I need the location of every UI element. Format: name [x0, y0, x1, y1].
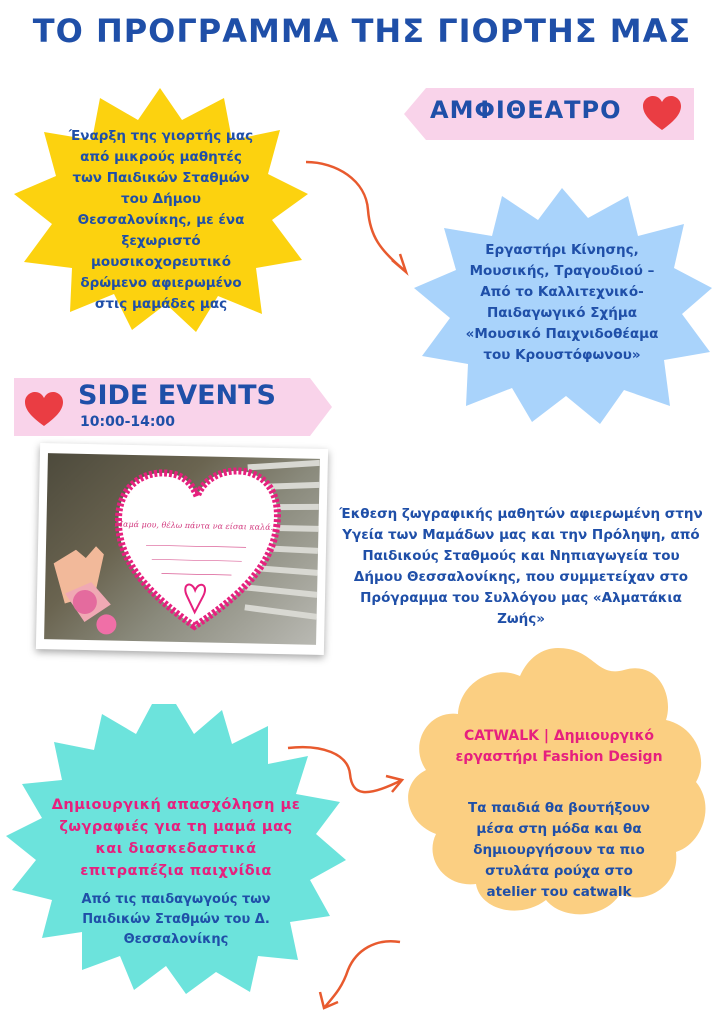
amphitheater-label: ΑΜΦΙΘΕΑΤΡΟ	[430, 96, 622, 124]
opening-text: Έναρξη της γιορτής μας από μικρούς μαθητές των Παιδικών Σταθμών του Δήμου Θεσσαλονίκης, με ένα ξεχωριστό μουσικοχορευτικό δρώμενο αφιερωμένο στις μαμάδες μας	[68, 128, 254, 312]
heart-drawing-image	[44, 453, 320, 645]
heart-icon	[642, 96, 682, 132]
side-events-time: 10:00-14:00	[80, 414, 175, 430]
exhibition-text: Έκθεση ζωγραφικής μαθητών αφιερωμένη στην Υγεία των Μαμάδων μας και την Πρόληψη, από Παιδικούς Σταθμούς και Νηπιαγωγεία του Δήμου Θεσσαλονίκης, που συμμετείχαν στο Πρόγραμμα του Συλλόγου μας «Αλματάκια Ζωής»	[339, 506, 703, 627]
curved-arrow-icon	[296, 150, 426, 280]
side-events-banner	[14, 376, 332, 438]
heart-icon	[24, 392, 64, 428]
photo-handwriting: Μαμά μου, θέλω πάντα να είσαι καλά...	[114, 519, 279, 533]
catwalk-blob	[398, 648, 716, 918]
page-title: ΤΟ ΠΡΟΓΡΑΜΜΑ ΤΗΣ ΓΙΟΡΤΗΣ ΜΑΣ	[32, 12, 692, 50]
catwalk-heading: CATWALK | Δημιουργικό εργαστήρι Fashion Design	[455, 728, 663, 765]
side-events-label: SIDE EVENTS	[78, 380, 276, 411]
workshop-blob	[412, 184, 712, 424]
workshop-text: Εργαστήρι Κίνησης, Μουσικής, Τραγουδιού – Από το Καλλιτεχνικό-Παιδαγωγικό Σχήμα «Μουσικό Παιχνιδοθέαμα του Κρουστόφωνου»	[465, 242, 659, 363]
curved-arrow-icon	[316, 936, 406, 1016]
catwalk-sub: Τα παιδιά θα βουτήξουν μέσα στη μόδα και θα δημιουργήσουν τα πιο στυλάτα ρούχα στο atelier του catwalk	[468, 800, 650, 900]
activity-heading: Δημιουργική απασχόληση με ζωγραφιές για τη μαμά μας και διασκεδαστικά επιτραπέζια παιχνίδια	[51, 797, 301, 879]
activity-sub: Από τις παιδαγωγούς των Παιδικών Σταθμών του Δ. Θεσσαλονίκης	[81, 892, 271, 947]
exhibition-photo	[36, 443, 328, 655]
opening-blob	[10, 82, 310, 334]
amphitheater-banner	[404, 86, 696, 142]
photo-image	[44, 453, 320, 645]
activity-blob	[6, 704, 346, 994]
